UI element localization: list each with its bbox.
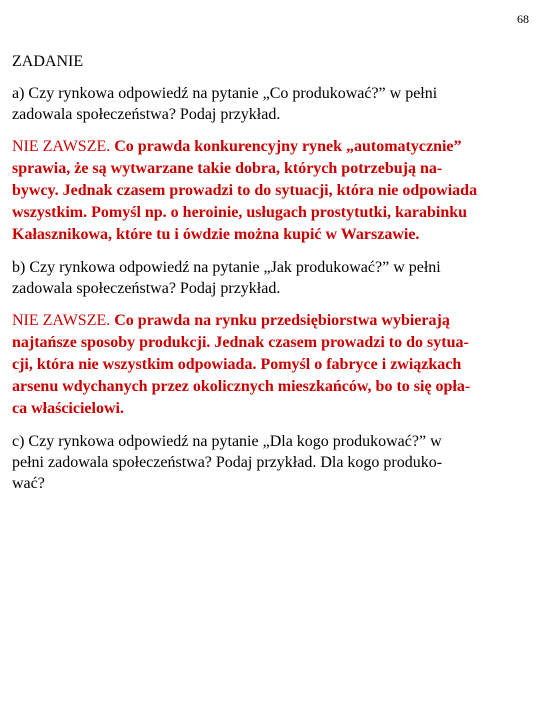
page-number: 68 xyxy=(517,12,529,26)
answer-b-line: najtańsze sposoby produkcji. Jednak czasem prowadzi to do sytua- xyxy=(12,334,469,351)
task-heading: ZADANIE xyxy=(12,53,84,70)
answer-b-line: ca właścicielowi. xyxy=(12,400,124,417)
question-c-line: wać? xyxy=(12,475,45,492)
answer-a-line: wszystkim. Pomyśl np. o heroinie, usługach prostytutki, karabinku xyxy=(12,204,468,221)
question-b-line: zadowala społeczeństwa? Podaj przykład. xyxy=(12,280,281,297)
answer-b-line: cji, która nie wszystkim odpowiada. Pomyśl o fabryce i związkach xyxy=(12,356,462,373)
answer-b-text: Co prawda na rynku przedsiębiorstwa wybierają xyxy=(110,312,450,329)
answer-a-lead: NIE ZAWSZE. xyxy=(12,138,111,155)
answer-a-text: Co prawda konkurencyjny rynek „automatycznie” xyxy=(110,138,462,155)
answer-a-line: bywcy. Jednak czasem prowadzi to do sytuacji, która nie odpowiada xyxy=(12,182,478,199)
answer-a-line: Kałasznikowa, które tu i ówdzie można kupić w Warszawie. xyxy=(12,226,420,243)
question-a-line: a) Czy rynkowa odpowiedź na pytanie „Co produkować?” w pełni xyxy=(12,85,438,102)
answer-a-line xyxy=(12,136,530,158)
answer-b-line xyxy=(12,310,530,332)
question-c xyxy=(12,431,530,494)
answer-a-line: sprawia, że są wytwarzane takie dobra, których potrzebują na- xyxy=(12,160,443,177)
question-b xyxy=(12,257,530,299)
question-a-line: zadowala społeczeństwa? Podaj przykład. xyxy=(12,106,281,123)
answer-b xyxy=(12,310,530,420)
answer-a xyxy=(12,136,530,246)
answer-b-line: arsenu wdychanych przez okolicznych mieszkańców, bo to się opła- xyxy=(12,378,471,395)
document-body xyxy=(12,52,530,505)
question-a xyxy=(12,83,530,125)
question-c-line: c) Czy rynkowa odpowiedź na pytanie „Dla kogo produkować?” w xyxy=(12,433,442,450)
question-c-line: pełni zadowala społeczeństwa? Podaj przykład. Dla kogo produko- xyxy=(12,454,443,471)
answer-b-lead: NIE ZAWSZE. xyxy=(12,312,111,329)
question-b-line: b) Czy rynkowa odpowiedź na pytanie „Jak produkować?” w pełni xyxy=(12,259,441,276)
